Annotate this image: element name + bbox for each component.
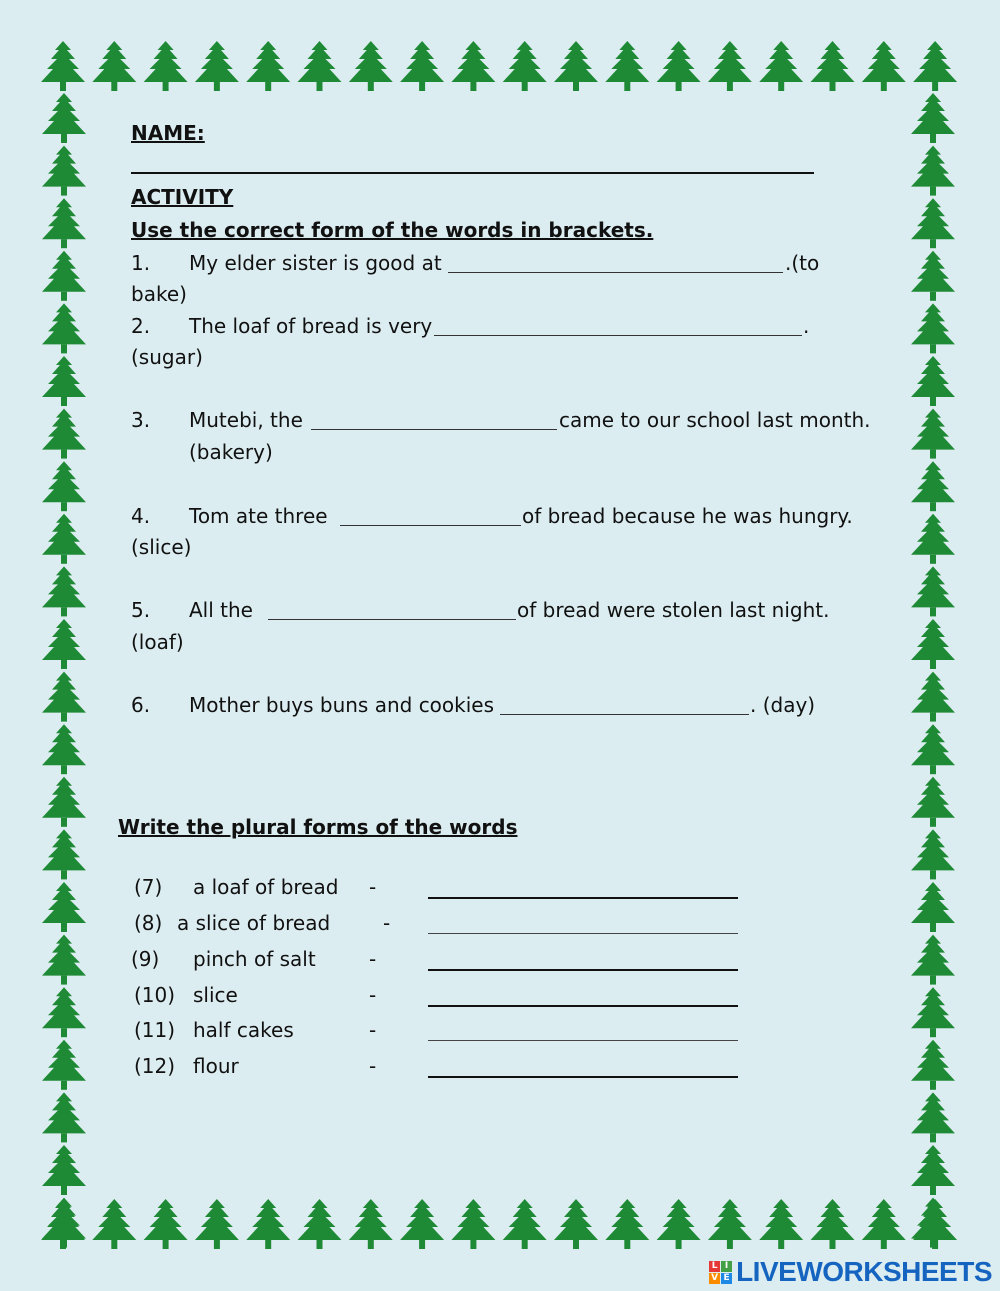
christmas-tree-icon	[42, 724, 86, 774]
christmas-tree-icon	[42, 777, 86, 827]
plural-item-9-word: pinch of salt	[193, 947, 316, 971]
christmas-tree-icon	[41, 41, 85, 91]
christmas-tree-icon	[911, 987, 955, 1037]
christmas-tree-icon	[42, 514, 86, 564]
christmas-tree-icon	[911, 1092, 955, 1142]
plural-item-10-dash: -	[369, 983, 377, 1007]
plural-item-10-answer-line[interactable]	[428, 1005, 738, 1007]
christmas-tree-icon	[42, 829, 86, 879]
christmas-tree-icon	[911, 146, 955, 196]
christmas-tree-icon	[708, 41, 752, 91]
plural-item-11-word: half cakes	[193, 1018, 294, 1042]
liveworksheets-mark-icon	[709, 1261, 732, 1284]
christmas-tree-icon	[862, 1199, 906, 1249]
plural-item-10-word: slice	[193, 983, 238, 1007]
question-6-hint: . (day)	[750, 693, 816, 717]
plural-item-12-answer-line[interactable]	[428, 1076, 738, 1078]
christmas-tree-icon	[911, 514, 955, 564]
question-5-hint: (loaf)	[131, 630, 184, 654]
question-3-text: Mutebi, the	[189, 408, 303, 432]
christmas-tree-icon	[911, 303, 955, 353]
christmas-tree-icon	[554, 1199, 598, 1249]
christmas-tree-icon	[759, 41, 803, 91]
christmas-tree-icon	[42, 356, 86, 406]
plural-item-7-word: a loaf of bread	[193, 875, 339, 899]
christmas-tree-icon	[42, 303, 86, 353]
christmas-tree-icon	[42, 1198, 86, 1248]
question-4-hint: (slice)	[131, 535, 192, 559]
plural-item-8-dash: -	[383, 911, 391, 935]
question-4-text: Tom ate three	[189, 504, 328, 528]
christmas-tree-icon	[605, 41, 649, 91]
christmas-tree-icon	[349, 1199, 393, 1249]
christmas-tree-icon	[92, 41, 136, 91]
christmas-tree-icon	[911, 829, 955, 879]
plural-item-9-number: (9)	[131, 947, 160, 971]
plural-item-9-dash: -	[369, 947, 377, 971]
christmas-tree-icon	[911, 672, 955, 722]
question-1-answer-line[interactable]	[448, 272, 783, 273]
plural-item-12-dash: -	[369, 1054, 377, 1078]
christmas-tree-icon	[911, 777, 955, 827]
plural-item-11-answer-line[interactable]	[428, 1040, 738, 1041]
question-3-number: 3.	[131, 408, 151, 432]
christmas-tree-icon	[657, 1199, 701, 1249]
plural-item-11-dash: -	[369, 1018, 377, 1042]
christmas-tree-icon	[554, 41, 598, 91]
christmas-tree-icon	[911, 198, 955, 248]
plural-item-8-number: (8)	[134, 911, 163, 935]
christmas-tree-icon	[503, 1199, 547, 1249]
christmas-tree-icon	[195, 41, 239, 91]
christmas-tree-icon	[246, 41, 290, 91]
question-5-text-end: of bread were stolen last night.	[517, 598, 830, 622]
christmas-tree-icon	[42, 1145, 86, 1195]
christmas-tree-icon	[144, 1199, 188, 1249]
christmas-tree-icon	[911, 409, 955, 459]
christmas-tree-icon	[42, 566, 86, 616]
question-2-end: .	[803, 314, 810, 338]
christmas-tree-icon	[42, 409, 86, 459]
christmas-tree-icon	[92, 1199, 136, 1249]
christmas-tree-icon	[911, 93, 955, 143]
plural-item-9-answer-line[interactable]	[428, 969, 738, 971]
christmas-tree-icon	[708, 1199, 752, 1249]
christmas-tree-icon	[298, 1199, 342, 1249]
question-1-hint-cont: bake)	[131, 282, 187, 306]
christmas-tree-icon	[42, 146, 86, 196]
instruction-heading: Use the correct form of the words in brackets.	[131, 218, 654, 242]
christmas-tree-icon	[400, 1199, 444, 1249]
question-1-number: 1.	[131, 251, 151, 275]
christmas-tree-icon	[298, 41, 342, 91]
question-4-answer-line[interactable]	[340, 525, 521, 526]
christmas-tree-icon	[42, 198, 86, 248]
name-label: NAME:	[131, 121, 205, 145]
logo-mark-letter: V	[709, 1273, 720, 1284]
question-2-answer-line[interactable]	[434, 335, 802, 336]
plural-item-12-word: flour	[193, 1054, 239, 1078]
question-3-hint: (bakery)	[189, 440, 273, 464]
christmas-tree-icon	[42, 251, 86, 301]
christmas-tree-icon	[42, 93, 86, 143]
question-5-answer-line[interactable]	[268, 619, 516, 620]
question-6-text: Mother buys buns and cookies	[189, 693, 495, 717]
name-input-line[interactable]	[131, 172, 814, 174]
christmas-tree-icon	[911, 724, 955, 774]
plural-item-8-word: a slice of bread	[177, 911, 331, 935]
question-1-hint: .(to	[785, 251, 820, 275]
plural-item-11-number: (11)	[134, 1018, 176, 1042]
christmas-tree-icon	[605, 1199, 649, 1249]
question-1-text: My elder sister is good at	[189, 251, 442, 275]
christmas-tree-icon	[911, 1145, 955, 1195]
christmas-tree-icon	[42, 1040, 86, 1090]
christmas-tree-icon	[911, 882, 955, 932]
logo-mark-letter: I	[721, 1261, 732, 1272]
question-3-answer-line[interactable]	[311, 429, 557, 430]
christmas-tree-icon	[911, 1040, 955, 1090]
question-6-number: 6.	[131, 693, 151, 717]
plural-item-10-number: (10)	[134, 983, 176, 1007]
christmas-tree-icon	[759, 1199, 803, 1249]
christmas-tree-icon	[911, 1198, 955, 1248]
christmas-tree-icon	[503, 41, 547, 91]
christmas-tree-icon	[349, 41, 393, 91]
logo-mark-letter: E	[721, 1273, 732, 1284]
christmas-tree-icon	[195, 1199, 239, 1249]
christmas-tree-icon	[811, 41, 855, 91]
christmas-tree-icon	[913, 41, 957, 91]
question-2-hint: (sugar)	[131, 345, 203, 369]
question-6-answer-line[interactable]	[500, 714, 749, 715]
christmas-tree-icon	[400, 41, 444, 91]
christmas-tree-icon	[42, 882, 86, 932]
liveworksheets-logo[interactable]	[709, 1257, 992, 1287]
christmas-tree-icon	[862, 41, 906, 91]
christmas-tree-icon	[911, 935, 955, 985]
christmas-tree-icon	[42, 461, 86, 511]
plural-item-7-number: (7)	[134, 875, 163, 899]
question-4-number: 4.	[131, 504, 151, 528]
christmas-tree-icon	[246, 1199, 290, 1249]
question-4-text-end: of bread because he was hungry.	[522, 504, 853, 528]
question-3-text-end: came to our school last month.	[559, 408, 871, 432]
christmas-tree-icon	[911, 566, 955, 616]
christmas-tree-icon	[811, 1199, 855, 1249]
christmas-tree-icon	[911, 619, 955, 669]
question-2-text: The loaf of bread is very	[189, 314, 433, 338]
christmas-tree-icon	[657, 41, 701, 91]
christmas-tree-icon	[911, 461, 955, 511]
plural-item-8-answer-line[interactable]	[428, 933, 738, 934]
christmas-tree-icon	[911, 356, 955, 406]
christmas-tree-icon	[42, 987, 86, 1037]
question-2-number: 2.	[131, 314, 151, 338]
christmas-tree-icon	[42, 1092, 86, 1142]
christmas-tree-icon	[451, 41, 495, 91]
question-5-number: 5.	[131, 598, 151, 622]
plural-item-7-answer-line[interactable]	[428, 897, 738, 899]
plural-item-7-dash: -	[369, 875, 377, 899]
activity-heading: ACTIVITY	[131, 185, 234, 209]
christmas-tree-icon	[42, 935, 86, 985]
christmas-tree-icon	[911, 251, 955, 301]
question-5-text: All the	[189, 598, 253, 622]
plural-item-12-number: (12)	[134, 1054, 176, 1078]
christmas-tree-icon	[144, 41, 188, 91]
plural-section-title: Write the plural forms of the words	[118, 815, 518, 839]
christmas-tree-icon	[42, 672, 86, 722]
christmas-tree-icon	[451, 1199, 495, 1249]
logo-mark-letter: L	[709, 1261, 720, 1272]
christmas-tree-icon	[42, 619, 86, 669]
liveworksheets-wordmark: LIVEWORKSHEETS	[736, 1256, 992, 1287]
